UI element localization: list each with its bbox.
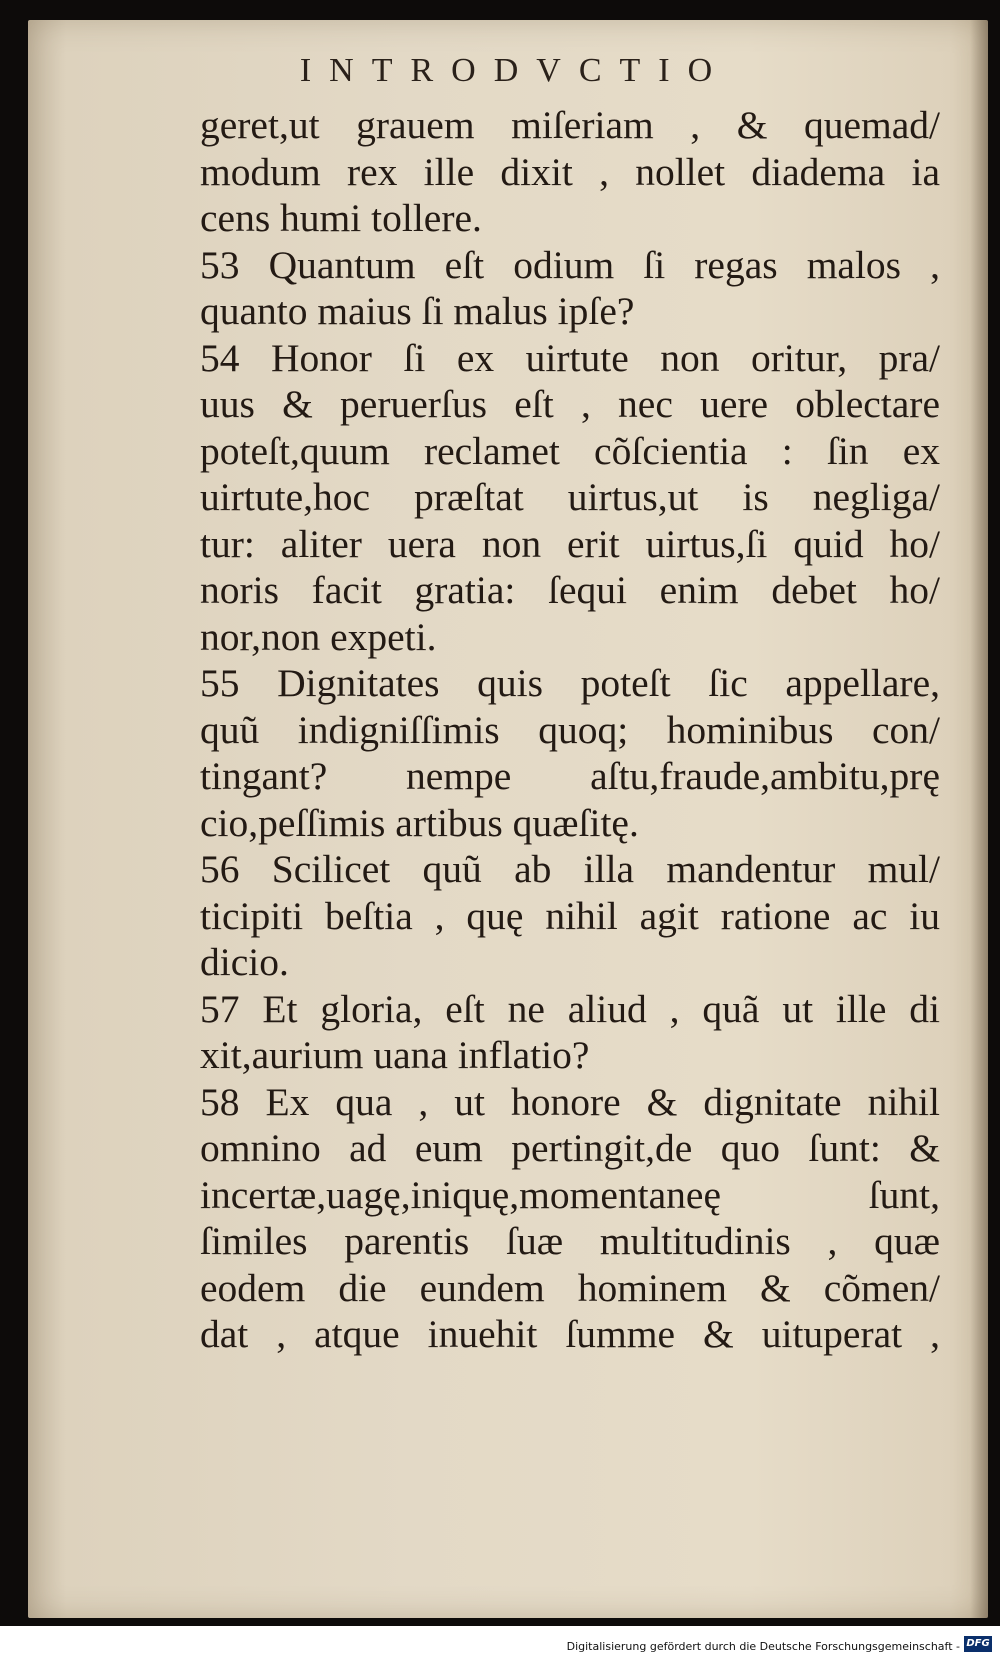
dfg-logo: DFG xyxy=(964,1636,992,1652)
text-line: nor,non expeti. xyxy=(200,614,437,659)
running-head: INTRODVCTIO xyxy=(299,52,731,89)
text-line: tur: aliter uera non erit uirtus,ſi quid ho/ xyxy=(200,521,940,566)
text-line: xit,aurium uana inflatio? xyxy=(200,1033,590,1077)
text-line: 54 Honor ſi ex uirtute non oritur, pra/ xyxy=(200,335,940,380)
text-line: tingant? nempe aſtu,fraude,ambitu,prę xyxy=(200,754,940,798)
text-line: dat , atque inuehit ſumme & uituperat , xyxy=(200,1312,940,1356)
text-line: eodem die eundem hominem & cõmen/ xyxy=(200,1265,940,1310)
text-line: 58 Ex qua , ut honore & dignitate nihil xyxy=(200,1079,940,1124)
text-line: 57 Et gloria, eſt ne aliud , quã ut ille di xyxy=(200,986,940,1031)
text-line: ſimiles parentis ſuæ multitudinis , quæ xyxy=(200,1219,940,1263)
text-line: quũ indigniſſimis quoq; hominibus con/ xyxy=(200,707,940,752)
body-text xyxy=(200,102,940,1358)
text-line: cio,peſſimis artibus quæſitę. xyxy=(200,800,639,845)
text-line: 56 Scilicet quũ ab illa mandentur mul/ xyxy=(200,847,940,891)
text-line: cens humi tollere. xyxy=(200,196,482,240)
text-line: 53 Quantum eſt odium ſi regas malos , xyxy=(200,242,940,287)
text-line: ticipiti beſtia , quę nihil agit ratione ac iu xyxy=(200,893,940,938)
text-line: geret,ut grauem miſeriam , & quemad/ xyxy=(200,103,940,147)
text-line: noris facit gratia: ſequi enim debet ho/ xyxy=(200,568,940,612)
text-line: dicio. xyxy=(200,940,289,984)
text-line: 55 Dignitates quis poteſt ſic appellare, xyxy=(200,661,940,705)
text-line: quanto maius ſi malus ipſe? xyxy=(200,289,635,333)
digitization-credit: Digitalisierung gefördert durch die Deutsche Forschungsgemeinschaft - xyxy=(566,1640,960,1653)
text-line: poteſt,quum reclamet cõſcientia : ſin ex xyxy=(200,428,940,473)
text-line: uus & peruerſus eſt , nec uere oblectare xyxy=(200,382,940,426)
text-line: uirtute,hoc præſtat uirtus,ut is negliga/ xyxy=(200,475,940,519)
text-line: modum rex ille dixit , nollet diadema ia xyxy=(200,149,940,194)
text-line: incertæ,uagę,iniquę,momentaneę ſunt, xyxy=(200,1172,940,1217)
text-line: omnino ad eum pertingit,de quo ſunt: & xyxy=(200,1126,940,1170)
